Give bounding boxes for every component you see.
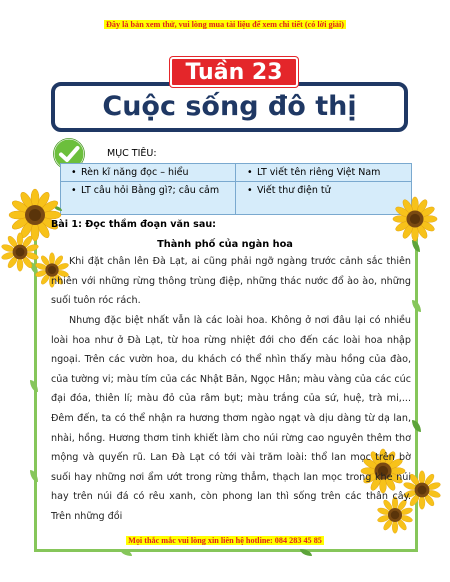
week-badge: Tuần 23 (170, 57, 298, 87)
reading-title: Thành phố của ngàn hoa (157, 239, 293, 250)
objectives-label: MỤC TIÊU: (107, 148, 157, 159)
objective-item: • LT câu hỏi Bằng gì?; câu cảm (71, 185, 220, 196)
reading-paragraph: Khi đặt chân lên Đà Lạt, ai cũng phải ngỡ ngàng trước cảnh sắc thiên nhiên với những rừng thông trùng điệp, những thác nước đổ ào ào, những suối tuôn róc rách. (51, 256, 411, 307)
exercise-heading: Bài 1: Đọc thầm đoạn văn sau: (51, 219, 217, 230)
objective-item: • LT viết tên riêng Việt Nam (247, 167, 381, 178)
sunflower-icon (392, 196, 438, 242)
objective-item: • Rèn kĩ năng đọc – hiểu (71, 167, 189, 178)
hotline-notice: Mọi thắc mắc vui lòng xin liên hệ hotline: 084 283 45 85 (128, 536, 322, 545)
objective-item: • Viết thư điện tử (247, 185, 331, 196)
reading-paragraph: Nhưng đặc biệt nhất vẫn là các loài hoa. Không ở nơi đâu lại có nhiều loài hoa như ở Đà Lạt, từ hoa rừng nhiệt đới cho đến các loài hoa nhập ngoại. Trên các vườn hoa, du khách có thể nhìn thấy màu hồng của đào, của tường vi; màu tím của các Nhật Bản, Ngọc Hân; màu vàng của các cúc đại đóa, thiên lí; màu đỏ của râm bụt; màu trắng của sứ, huệ, trà mi,... Đêm đến, ta có thể nhận ra hương thơm ngào ngạt và dịu dàng từ dạ lan, nhài, hồng. Hương thơm tinh khiết làm cho núi rừng cao nguyên thêm thơ mộng và quyến rũ. Lan Đà Lạt có tới vài trăm loài: thổ lan mọc trên bờ suối hay những nơi ẩm ướt trong rừng thẳm, thạch lan mọc trong khe núi hay trên núi đá có rêu xanh, còn phong lan thì sống trên các thân cây. Trên những đồi (51, 315, 411, 522)
preview-notice: Đây là bản xem thử, vui lòng mua tài liệu để xem chi tiết (có lời giải) (105, 20, 344, 29)
page-title: Cuộc sống đô thị (102, 91, 357, 122)
